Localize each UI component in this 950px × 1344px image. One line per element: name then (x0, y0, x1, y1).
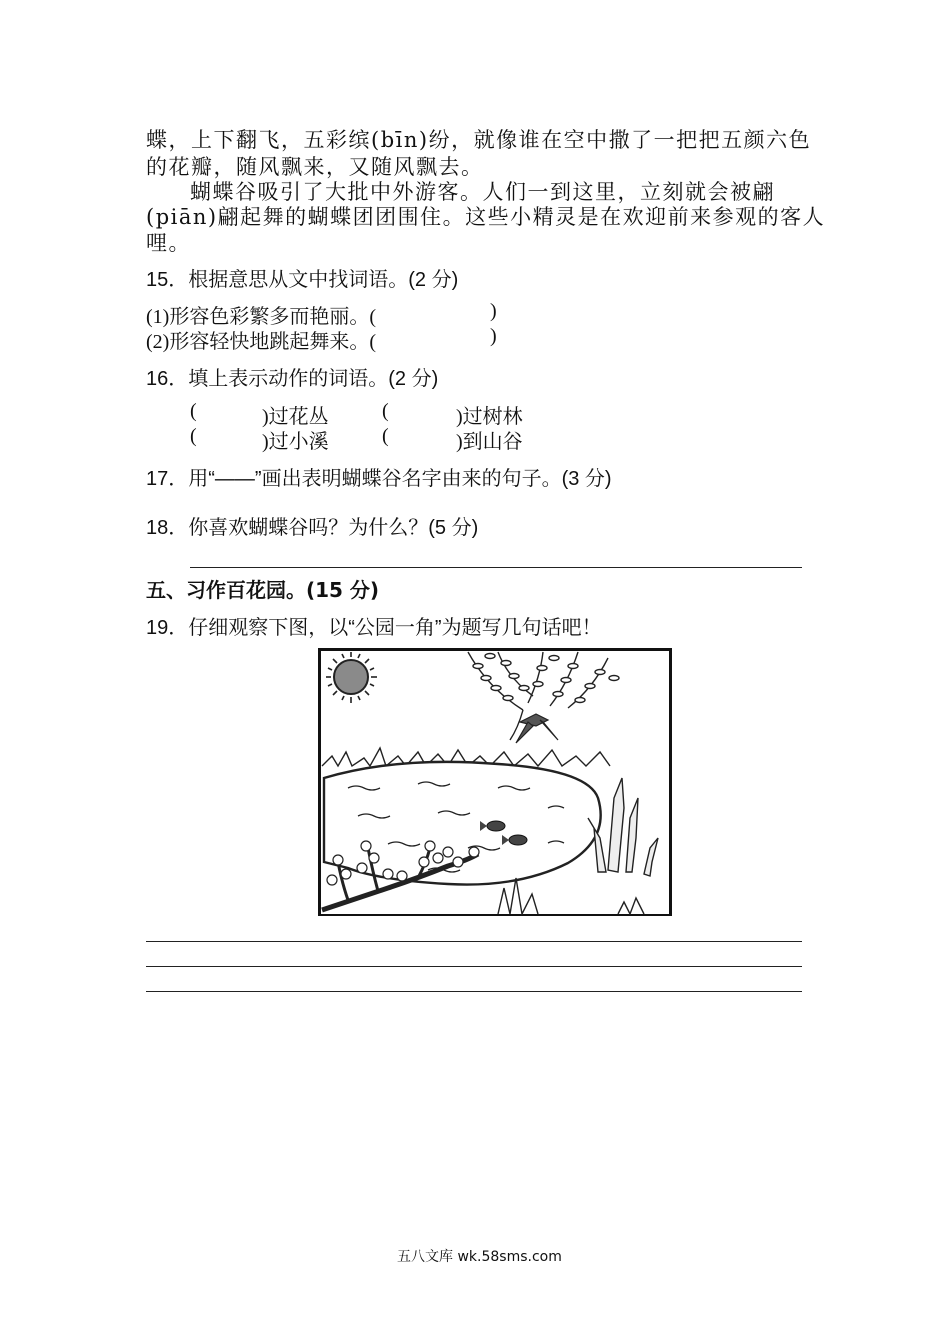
question-16: 16．填上表示动作的词语。(2 分) (146, 368, 439, 390)
writing-line-1 (146, 941, 802, 942)
writing-line-2 (146, 966, 802, 967)
q16-blank-d: )到山谷 (456, 431, 523, 453)
passage-line-3: 蝴蝶谷吸引了大批中外游客。人们一到这里，立刻就会被翩 (190, 180, 775, 204)
q15-item-2: (2)形容轻快地跳起舞来。( (146, 331, 376, 353)
q15-item-1: (1)形容色彩繁多而艳丽。( (146, 306, 376, 328)
q15-item-2-close: ) (490, 325, 497, 347)
passage-line-2: 的花瓣，随风飘来，又随风飘去。 (146, 155, 484, 179)
question-18: 18．你喜欢蝴蝶谷吗？为什么？(5 分) (146, 517, 479, 539)
passage-line-4: (piān)翩起舞的蝴蝶团团围住。这些小精灵是在欢迎前来参观的客人 (146, 205, 826, 229)
q16-blank-d-open: ( (382, 425, 389, 447)
passage-line-5: 哩。 (146, 231, 191, 255)
park-corner-illustration (318, 648, 674, 916)
writing-line-3 (146, 991, 802, 992)
q16-blank-b: )过树林 (456, 406, 523, 428)
question-15: 15．根据意思从文中找词语。(2 分) (146, 269, 459, 291)
passage-line-1: 蝶，上下翻飞，五彩缤(bīn)纷，就像谁在空中撒了一把把五颜六色 (146, 128, 812, 152)
question-17: 17．用“——”画出表明蝴蝶谷名字由来的句子。(3 分) (146, 468, 612, 490)
q16-blank-c-open: ( (190, 425, 197, 447)
q16-blank-b-open: ( (382, 400, 389, 422)
q15-item-1-close: ) (490, 300, 497, 322)
q16-blank-a-open: ( (190, 400, 197, 422)
q18-answer-line (190, 567, 802, 568)
section-5-title: 五、习作百花园。(15 分) (146, 578, 380, 602)
footer-watermark: 五八文库 wk.58sms.com (397, 1249, 562, 1265)
q16-blank-c: )过小溪 (262, 431, 329, 453)
q16-blank-a: )过花丛 (262, 406, 329, 428)
question-19: 19．仔细观察下图，以“公园一角”为题写几句话吧！ (146, 617, 602, 639)
